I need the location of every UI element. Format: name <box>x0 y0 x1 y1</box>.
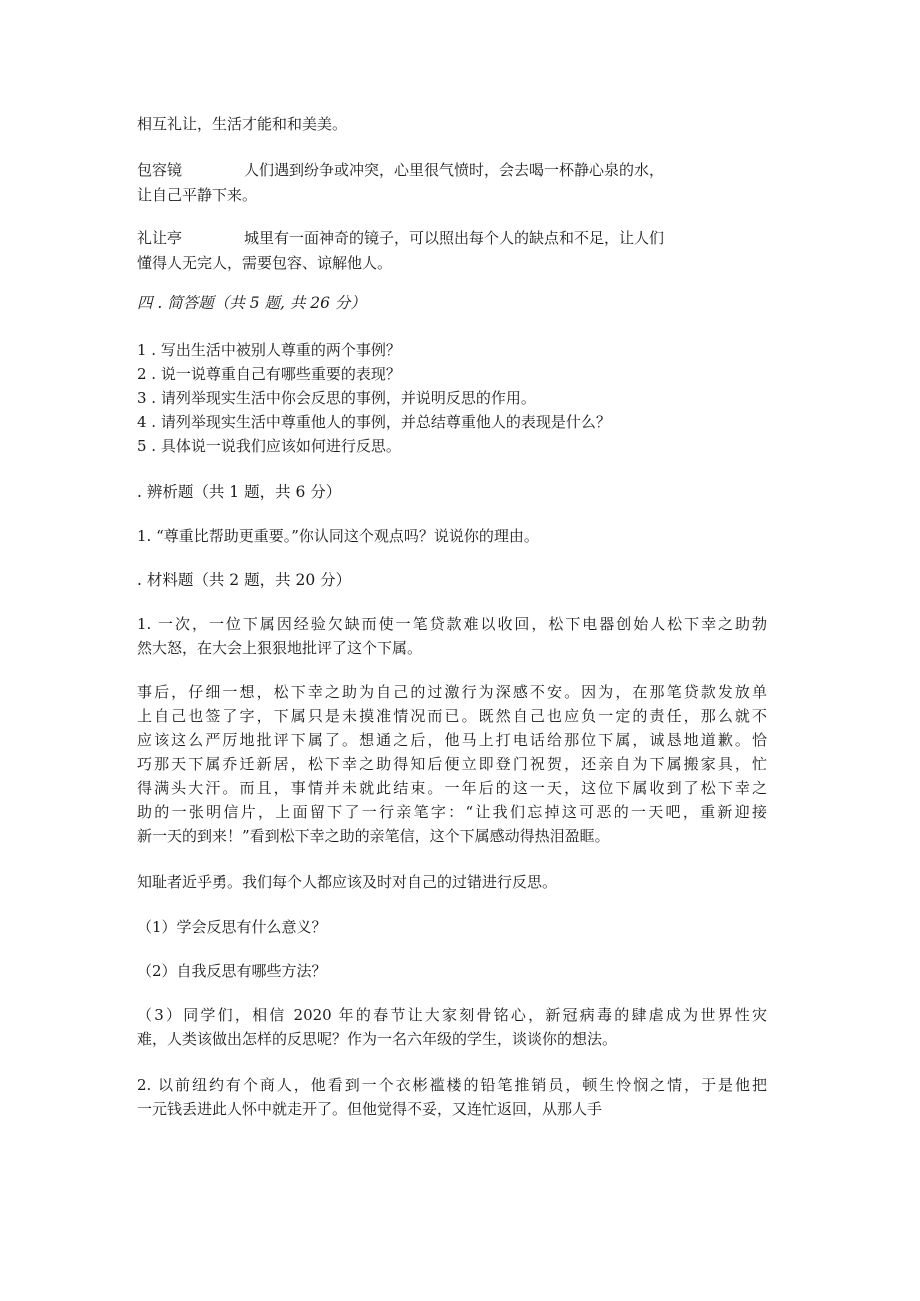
paragraph-line: 得满头大汗。而且，事情并未就此结束。一年后的这一天，这位下属收到了松下幸之 <box>137 779 767 797</box>
question-item: 5 . 具体说一说我们应该如何进行反思。 <box>137 437 401 455</box>
section-heading-analysis: . 辨析题（共 1 题，共 6 分） <box>137 483 342 501</box>
matching-description: 人们遇到纷争或冲突，心里很气愤时，会去喝一杯静心泉的水， <box>244 161 665 179</box>
paragraph-line: 新一天的到来！”看到松下幸之助的亲笔信，这个下属感动得热泪盈眶。 <box>137 827 610 845</box>
question-item: 2 . 说一说尊重自己有哪些重要的表现？ <box>137 365 401 383</box>
question-item: 1. “尊重比帮助更重要。”你认同这个观点吗？说说你的理由。 <box>137 527 539 545</box>
paragraph-line: 应该这么严厉地批评下属了。想通之后，他马上打电话给那位下属，诚恳地道歉。恰 <box>137 731 767 749</box>
question-item: 1 . 写出生活中被别人尊重的两个事例？ <box>137 341 401 359</box>
paragraph-line: 上自己也签了字，下属只是未摸准情况而已。既然自己也应负一定的责任，那么就不 <box>137 707 767 725</box>
question-item: 4 . 请列举现实生活中尊重他人的事例，并总结尊重他人的表现是什么？ <box>137 413 611 431</box>
paragraph-line: 然大怒，在大会上狠狠地批评了这个下属。 <box>137 639 423 657</box>
matching-line-0: 相互礼让，生活才能和和美美。 <box>137 115 348 133</box>
paragraph-line: 1. 一次，一位下属因经验欠缺而使一笔贷款难以收回，松下电器创始人松下幸之助勃 <box>137 615 767 633</box>
sub-question: （1）学会反思有什么意义？ <box>137 918 327 936</box>
sub-question: （3）同学们，相信 2020 年的春节让大家刻骨铭心，新冠病毒的肆虐成为世界性灾 <box>137 1006 767 1024</box>
paragraph-line: 助的一张明信片，上面留下了一行亲笔字：“让我们忘掉这可恶的一天吧，重新迎接 <box>137 803 767 821</box>
paragraph-line: 一元钱丢进此人怀中就走开了。但他觉得不妥，又连忙返回，从那人手 <box>137 1100 603 1118</box>
paragraph-line: 2. 以前纽约有个商人，他看到一个衣彬褴楼的铅笔推销员，顿生怜悯之情，于是他把 <box>137 1076 767 1094</box>
sub-question-cont: 难，人类该做出怎样的反思呢？作为一名六年级的学生，谈谈你的想法。 <box>137 1030 618 1048</box>
matching-description-cont: 让自己平静下来。 <box>137 186 258 204</box>
sub-question: （2）自我反思有哪些方法？ <box>137 962 327 980</box>
matching-term: 礼让亭 <box>137 229 183 247</box>
paragraph-line: 巧那天下属乔迁新居，松下幸之助得知后便立即登门祝贺，还亲自为下属搬家具，忙 <box>137 755 767 773</box>
matching-description-cont: 懂得人无完人，需要包容、谅解他人。 <box>137 254 393 272</box>
matching-term: 包容镜 <box>137 161 183 179</box>
section-heading-text: 四 . 简答题（共 5 题, 共 26 分） <box>137 294 366 312</box>
matching-description: 城里有一面神奇的镜子，可以照出每个人的缺点和不足，让人们 <box>244 229 665 247</box>
section-heading-material: . 材料题（共 2 题，共 20 分） <box>137 571 352 589</box>
section-heading-short-answer <box>137 293 366 313</box>
paragraph-line: 知耻者近乎勇。我们每个人都应该及时对自己的过错进行反思。 <box>137 873 558 891</box>
question-item: 3 . 请列举现实生活中你会反思的事例，并说明反思的作用。 <box>137 389 536 407</box>
paragraph-line: 事后，仔细一想，松下幸之助为自己的过激行为深感不安。因为，在那笔贷款发放单 <box>137 683 767 701</box>
